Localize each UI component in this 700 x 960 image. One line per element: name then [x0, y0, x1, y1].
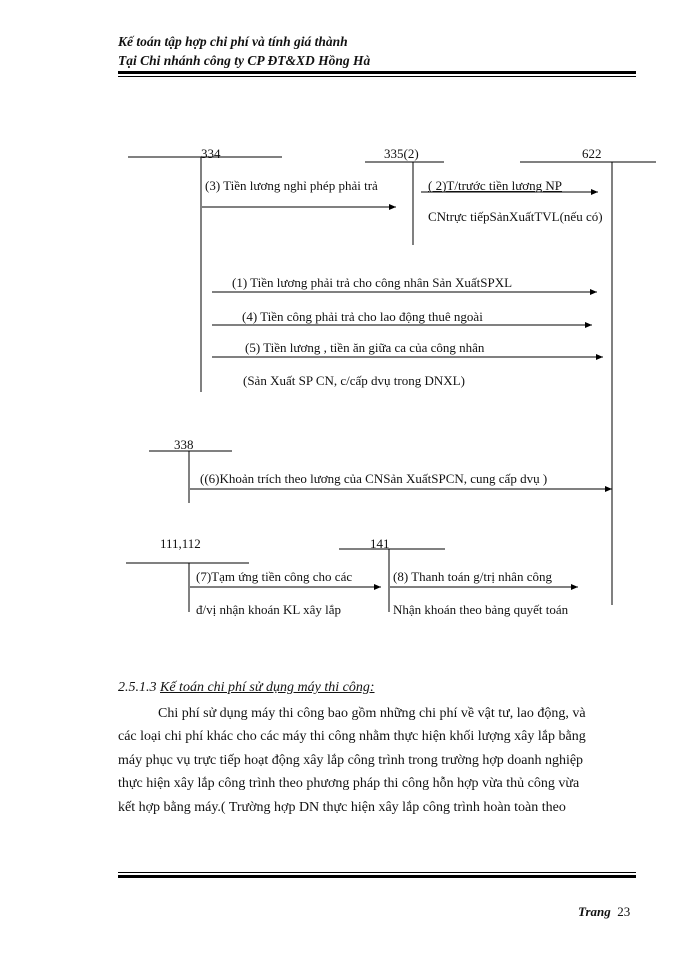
- entry-5-label-line2: (Sản Xuất SP CN, c/cấp dvụ trong DNXL): [243, 373, 465, 388]
- entry-2-label-line2: CNtrực tiếpSảnXuấtTVL(nếu có): [428, 209, 603, 224]
- section-heading-number: 2.5.1.3: [118, 680, 157, 695]
- account-622-label: 622: [582, 146, 602, 161]
- paragraph-line: kết hợp bằng máy.( Trường hợp DN thực hiện xây lắp công trình hoàn toàn theo: [118, 799, 566, 815]
- account-335-label: 335(2): [384, 146, 419, 161]
- entry-2-label-line1: ( 2)T/trước tiền lương NP: [428, 178, 562, 193]
- paragraph-line: máy phục vụ trực tiếp hoạt động xây lắp công trình trong trường hợp doanh nghiệp: [118, 752, 584, 768]
- header-title-line1: Kế toán tập hợp chi phí và tính giá thành: [118, 34, 348, 49]
- entry-7-label-line1: (7)Tạm ứng tiền công cho các: [196, 569, 353, 584]
- footer-rule-thin: [118, 872, 636, 873]
- account-111-label: 111,112: [160, 536, 201, 551]
- account-338-label: 338: [174, 437, 194, 452]
- body-paragraph: [118, 702, 636, 819]
- account-334-label: 334: [201, 146, 221, 161]
- account-141-label: 141: [370, 536, 390, 551]
- paragraph-line: các loại chi phí khác cho các máy thi công nhằm thực hiện khối lượng xây lắp bằng: [118, 729, 586, 745]
- entry-5-label-line1: (5) Tiền lương , tiền ăn giữa ca của công nhân: [245, 340, 485, 355]
- footer-rule-thick: [118, 875, 636, 878]
- entry-4-label: (4) Tiền công phải trả cho lao động thuê ngoài: [242, 309, 483, 324]
- entry-8-label-line1: (8) Thanh toán g/trị nhân công: [393, 569, 552, 584]
- section-heading: [118, 680, 375, 696]
- entry-8-label-line2: Nhận khoán theo bảng quyết toán: [393, 602, 569, 617]
- entry-1-label: (1) Tiền lương phải trả cho công nhân Sản XuấtSPXL: [232, 275, 513, 290]
- page-label: Trang: [578, 904, 611, 919]
- paragraph-line: thực hiện xây lắp công trình theo phương pháp thi công hỗn hợp vừa thủ công vừa: [118, 776, 580, 792]
- entry-3-label: (3) Tiền lương nghỉ phép phải trả: [205, 178, 378, 193]
- page-number: 23: [617, 904, 631, 919]
- header-title-line2: Tại Chi nhánh công ty CP ĐT&XD Hồng Hà: [118, 53, 371, 68]
- entry-6-label: ((6)Khoản trích theo lương của CNSản XuấtSPCN, cung cấp dvụ ): [200, 471, 548, 486]
- section-heading-title: Kế toán chi phí sử dụng máy thi công:: [160, 680, 375, 695]
- entry-7-label-line2: đ/vị nhận khoán KL xây lắp: [196, 602, 342, 617]
- page-footer: [578, 904, 630, 920]
- paragraph-line: Chi phí sử dụng máy thi công bao gồm những chi phí về vật tư, lao động, và: [158, 706, 586, 721]
